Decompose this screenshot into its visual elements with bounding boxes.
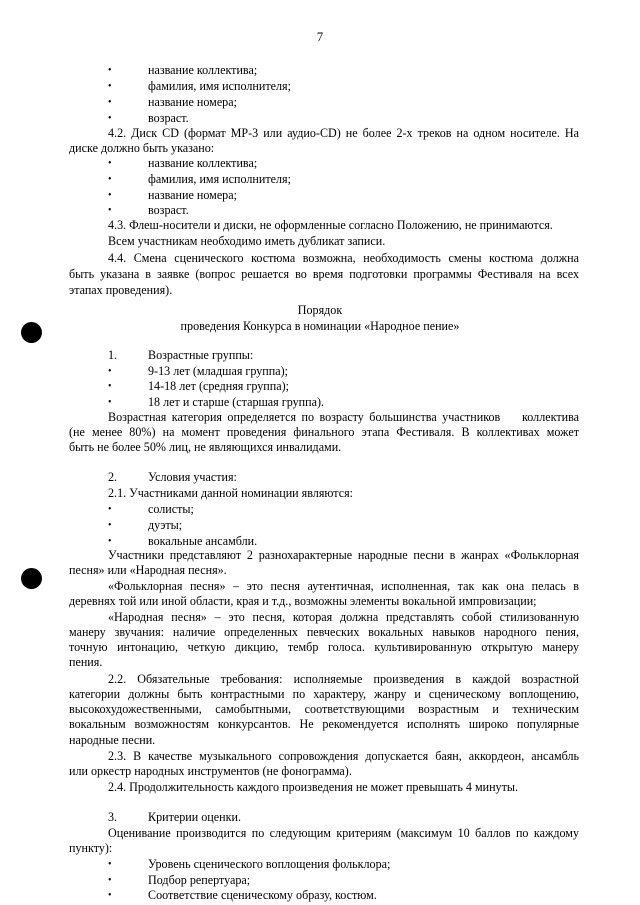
section-number: 1. — [108, 348, 118, 362]
bullet: • — [108, 97, 112, 108]
bullet: • — [108, 536, 112, 547]
section-title: Критерии оценки. — [148, 810, 241, 824]
paragraph-line: пения. — [69, 655, 103, 669]
list-item: 18 лет и старше (старшая группа). — [148, 395, 325, 409]
bullet: • — [108, 113, 112, 124]
list-item: дуэты; — [148, 518, 183, 532]
paragraph-line: категории должны быть контрастными по характеру, жанру и сценическому воплощению, — [69, 687, 579, 701]
paragraph-line: манеру звучания: наличие определенных певческих вокальных навыков народного пения, — [69, 625, 579, 639]
paragraph-line: или оркестр народных инструментов (не фонограмма). — [69, 764, 352, 778]
paragraph-line: 2.4. Продолжительность каждого произведения не может превышать 4 минуты. — [108, 780, 519, 794]
paragraph-line: 4.2. Диск CD (формат MP-3 или аудио-CD) не более 2-х треков на одном носителе. На — [108, 126, 579, 140]
paragraph-line: деревнях той или иной области, края и т.д., возможны элементы вокальной импровизации; — [69, 594, 537, 608]
paragraph-line: точную интонацию, четкую дикцию, тембр голоса. культивированную открытую манеру — [69, 640, 579, 654]
paragraph-line: 2.1. Участниками данной номинации являются: — [108, 486, 353, 500]
bullet: • — [108, 381, 112, 392]
list-item: солисты; — [148, 502, 194, 516]
list-item: фамилия, имя исполнителя; — [148, 79, 291, 93]
bullet: • — [108, 520, 112, 531]
paragraph-line: народные песни. — [69, 733, 156, 747]
section-title: Возрастные группы: — [148, 348, 254, 362]
list-item: название номера; — [148, 188, 237, 202]
hole-punch-mark — [21, 568, 42, 589]
paragraph-line: быть указана в заявке (вопрос решается во время подготовки программы Фестиваля на всех — [69, 267, 579, 281]
list-item: возраст. — [148, 111, 189, 125]
paragraph-line: высокохудожественными, самобытными, соответствующими возрастным и техническим — [69, 702, 579, 716]
bullet: • — [108, 205, 112, 216]
paragraph-line: 4.4. Смена сценического костюма возможна, необходимость смены костюма должна — [108, 251, 579, 265]
bullet: • — [108, 859, 112, 870]
bullet: • — [108, 504, 112, 515]
list-item: название коллектива; — [148, 63, 258, 77]
list-item: фамилия, имя исполнителя; — [148, 172, 291, 186]
paragraph-line: пункту): — [69, 841, 113, 855]
section-number: 2. — [108, 470, 118, 484]
paragraph-line: песня» или «Народная песня». — [69, 563, 227, 577]
bullet: • — [108, 190, 112, 201]
paragraph-line: вокальным возможностям конкурсантов. Не рекомендуется исполнять широко популярные — [69, 717, 579, 731]
bullet: • — [108, 81, 112, 92]
bullet: • — [108, 875, 112, 886]
paragraph-line: Оценивание производится по следующим критериям (максимум 10 баллов по каждому — [108, 826, 579, 840]
page-number: 7 — [316, 30, 324, 44]
paragraph-line: 2.2. Обязательные требования: исполняемые произведения в каждой возрастной — [108, 672, 579, 686]
paragraph-line: 4.3. Флеш-носители и диски, не оформленные согласно Положению, не принимаются. — [108, 218, 553, 232]
list-item: вокальные ансамбли. — [148, 534, 258, 548]
bullet: • — [108, 366, 112, 377]
paragraph-line: диске должно быть указано: — [69, 141, 215, 155]
paragraph-line: Всем участникам необходимо иметь дубликат записи. — [108, 234, 386, 248]
bullet: • — [108, 397, 112, 408]
section-heading: Порядок — [297, 303, 343, 317]
paragraph-line: быть не более 50% лиц, не являющихся инвалидами. — [69, 440, 342, 454]
list-item: возраст. — [148, 203, 189, 217]
paragraph-line: «Фольклорная песня» – это песня аутентичная, исполненная, так как она пелась в — [108, 579, 579, 593]
paragraph-line: «Народная песня» – это песня, которая должна представлять собой стилизованную — [108, 610, 579, 624]
list-item: Подбор репертуара; — [148, 873, 251, 887]
list-item: 9-13 лет (младшая группа); — [148, 364, 288, 378]
section-title: Условия участия: — [148, 470, 237, 484]
paragraph-line: (не менее 80%) на момент проведения финального этапа Фестиваля. В коллективах может — [69, 425, 579, 439]
list-item: название номера; — [148, 95, 237, 109]
bullet: • — [108, 174, 112, 185]
paragraph-line: Участники представляют 2 разнохарактерные народные песни в жанрах «Фольклорная — [108, 548, 579, 562]
bullet: • — [108, 890, 112, 901]
paragraph-line: Возрастная категория определяется по возрасту большинства участников коллектива — [108, 410, 579, 424]
list-item: Уровень сценического воплощения фольклора; — [148, 857, 391, 871]
section-number: 3. — [108, 810, 118, 824]
bullet: • — [108, 65, 112, 76]
list-item: 14-18 лет (средняя группа); — [148, 379, 289, 393]
bullet: • — [108, 158, 112, 169]
list-item: название коллектива; — [148, 156, 258, 170]
paragraph-line: 2.3. В качестве музыкального сопровождения допускается баян, аккордеон, ансамбль — [108, 749, 579, 763]
section-heading: проведения Конкурса в номинации «Народное пение» — [180, 319, 460, 333]
paragraph-line: этапах проведения). — [69, 283, 173, 297]
list-item: Соответствие сценическому образу, костюм. — [148, 888, 377, 902]
